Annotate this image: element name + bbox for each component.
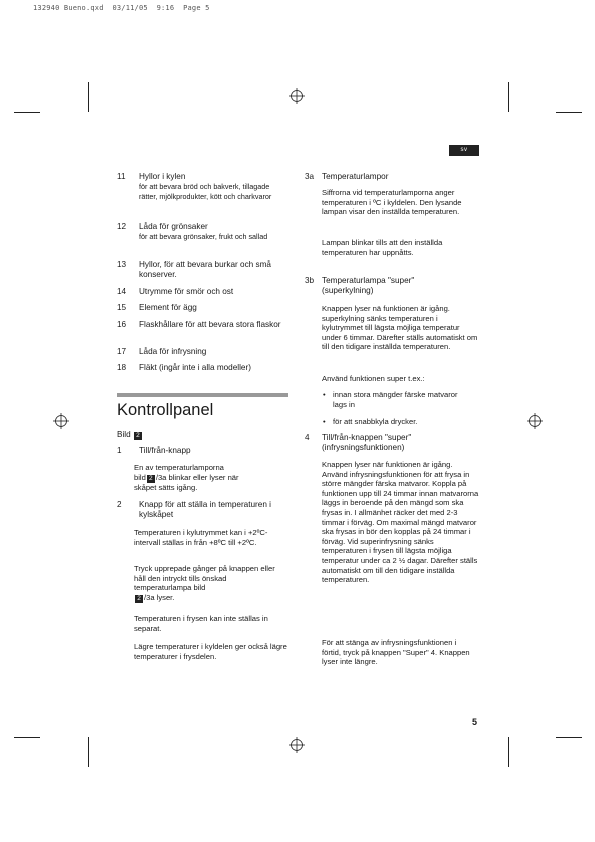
text: skåpet sätts igång. bbox=[134, 482, 198, 492]
item-text bbox=[139, 172, 289, 201]
item-number: 16 bbox=[117, 320, 127, 329]
paragraph: Använd funktionen super t.ex.: bbox=[322, 374, 425, 383]
text: En av temperaturlamporna bbox=[134, 463, 224, 472]
item-title: Flaskhållare för att bevara stora flaskor bbox=[139, 320, 281, 329]
bullet-icon: • bbox=[323, 417, 326, 426]
item-title: Temperaturlampor bbox=[322, 172, 389, 181]
bullet-text: för att snabbkyla drycker. bbox=[333, 417, 418, 426]
figure-number-badge: 2 bbox=[134, 432, 142, 440]
bild-label: Bild bbox=[117, 430, 131, 439]
item-number: 18 bbox=[117, 363, 127, 372]
item-subtitle: för att bevara grönsaker, frukt och sallad bbox=[139, 232, 268, 242]
registration-mark-icon bbox=[289, 88, 305, 104]
figure-reference bbox=[117, 430, 143, 440]
crop-mark bbox=[556, 112, 582, 113]
item-title: Utrymme för smör och ost bbox=[139, 287, 234, 296]
crop-mark bbox=[14, 112, 40, 113]
crop-mark bbox=[14, 737, 40, 738]
item-number: 1 bbox=[117, 446, 122, 455]
text: bild bbox=[134, 472, 146, 482]
item-title: Hyllor i kylen bbox=[139, 172, 186, 181]
item-number: 12 bbox=[117, 222, 127, 231]
text: /3a lyser. bbox=[144, 592, 175, 602]
item-title: Fläkt (ingår inte i alla modeller) bbox=[139, 363, 251, 372]
figure-number-badge: 2 bbox=[135, 595, 143, 603]
paragraph: Knappen lyser nä funktionen är igång. superkylning sänks temperaturen i kylutrymmet till lägsta möjliga temperatur under 6 timmar. Därefter ställs automatiskt om till den tidigare inställda temperaturen. bbox=[322, 304, 478, 352]
item-title: Till/från-knappen "super" (infrysningsfunktionen) bbox=[322, 433, 412, 453]
crop-mark bbox=[556, 737, 582, 738]
item-number: 4 bbox=[305, 433, 310, 442]
crop-mark bbox=[508, 737, 509, 767]
paragraph: Temperaturen i frysen kan inte ställas in separat. bbox=[134, 614, 268, 633]
crop-mark bbox=[88, 737, 89, 767]
item-number: 2 bbox=[117, 500, 122, 509]
paragraph: Knappen lyser när funktionen är igång. Använd infrysningsfunktionen för att frysa in större mängder färska matvaror. Koppla på funktionen upp till 24 timmar innan matvarorna läggs in beroende på den mängd som ska frysas in. I allmänhet räcker det med 2-3 timmar i förväg. Om maximal mängd matvaror ska frysas in bör den kopplas på 24 timmar i förväg. Vid superinfrysning sänks temperaturen i frysen till lägsta möjliga temperatur under ca 2 ½ dagar. Därefter ställs automatiskt om till den tidigare inställda temperaturen. bbox=[322, 460, 479, 585]
item-number: 3a bbox=[305, 172, 315, 181]
file-header: 132940 Bueno.qxd 03/11/05 9:16 Page 5 bbox=[33, 4, 210, 12]
item-number: 13 bbox=[117, 260, 127, 269]
item-title: Låda för grönsaker bbox=[139, 222, 208, 231]
page-number: 5 bbox=[472, 717, 478, 727]
paragraph: För att stänga av infrysningsfunktionen i förtid, tryck på knappen "Super" 4. Knappen lyser inte längre. bbox=[322, 638, 470, 667]
paragraph: Lampan blinkar tills att den inställda temperaturen har uppnåtts. bbox=[322, 238, 443, 257]
section-title: Kontrollpanel bbox=[117, 401, 214, 419]
item-title: Hyllor, för att bevara burkar och små konserver. bbox=[139, 260, 271, 280]
item-subtitle: för att bevara bröd och bakverk, tillagade rätter, mjölkprodukter, kött och charkvaror bbox=[139, 182, 272, 201]
item-number: 14 bbox=[117, 287, 127, 296]
text: /3a blinkar eller lyser när bbox=[155, 472, 239, 482]
bullet-text: innan stora mängder färske matvaror lags in bbox=[333, 390, 458, 409]
section-rule bbox=[117, 393, 288, 397]
item-number: 3b bbox=[305, 276, 315, 285]
crop-mark bbox=[508, 82, 509, 112]
crop-mark bbox=[88, 82, 89, 112]
bullet-icon: • bbox=[323, 390, 326, 399]
paragraph bbox=[134, 463, 294, 492]
bullet-item bbox=[323, 390, 473, 409]
registration-mark-icon bbox=[53, 413, 69, 429]
item-title: Låda för infrysning bbox=[139, 347, 207, 356]
figure-number-badge: 2 bbox=[147, 475, 155, 483]
paragraph: Siffrorna vid temperaturlamporna anger temperaturen i ºC i kyldelen. Den lysande lampan visar den inställda temperaturen. bbox=[322, 188, 462, 217]
text: Tryck upprepade gånger på knappen eller håll den intryckt tills önskad temperaturlampa bild bbox=[134, 564, 275, 593]
item-text bbox=[139, 222, 289, 242]
bullet-item bbox=[323, 417, 473, 427]
paragraph: Temperaturen i kylutrymmet kan i +2ºC-intervall ställas in från +8ºC till +2ºC. bbox=[134, 528, 268, 547]
item-title: Element för ägg bbox=[139, 303, 197, 312]
language-tag: sv bbox=[449, 145, 479, 156]
item-number: 15 bbox=[117, 303, 127, 312]
item-title: Till/från-knapp bbox=[139, 446, 191, 455]
item-title: Temperaturlampa "super" (superkylning) bbox=[322, 276, 415, 296]
paragraph: Lägre temperaturer i kyldelen ger också lägre temperaturer i frysdelen. bbox=[134, 642, 287, 661]
registration-mark-icon bbox=[289, 737, 305, 753]
item-title: Knapp för att ställa in temperaturen i kylskåpet bbox=[139, 500, 271, 520]
item-number: 11 bbox=[117, 172, 126, 181]
registration-mark-icon bbox=[527, 413, 543, 429]
paragraph bbox=[134, 564, 284, 603]
item-number: 17 bbox=[117, 347, 127, 356]
